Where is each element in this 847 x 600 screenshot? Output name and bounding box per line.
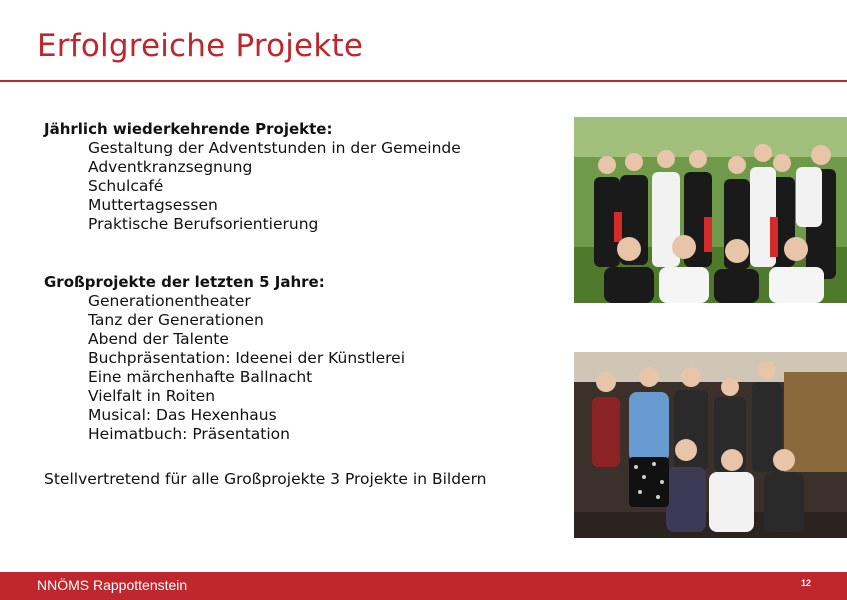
footer-bar: [0, 572, 847, 600]
list-item: Eine märchenhafte Ballnacht: [88, 368, 313, 386]
major-projects-list: [44, 292, 564, 444]
group-photo-outdoor-icon: [574, 117, 847, 303]
list-item: Musical: Das Hexenhaus: [88, 406, 277, 424]
list-item: Praktische Berufsorientierung: [88, 215, 319, 233]
list-item: Schulcafé: [88, 177, 164, 195]
group-photo-indoor: [574, 352, 847, 538]
list-item: Vielfalt in Roiten: [88, 387, 216, 405]
annual-projects-heading: Jährlich wiederkehrende Projekte:: [44, 120, 333, 138]
page-number: 12: [800, 578, 811, 588]
group-photo-indoor-icon: [574, 352, 847, 538]
list-item: Abend der Talente: [88, 330, 229, 348]
list-item: Adventkranzsegnung: [88, 158, 253, 176]
footer-organization: NNÖMS Rappottenstein: [37, 577, 188, 593]
list-item: Tanz der Generationen: [88, 311, 264, 329]
title-divider: [0, 80, 847, 82]
list-item: Heimatbuch: Präsentation: [88, 425, 290, 443]
list-item: Generationentheater: [88, 292, 251, 310]
major-projects-heading: Großprojekte der letzten 5 Jahre:: [44, 273, 325, 291]
annual-projects-list: [44, 139, 564, 234]
group-photo-outdoor: [574, 117, 847, 303]
list-item: Buchpräsentation: Ideenei der Künstlerei: [88, 349, 406, 367]
list-item: Gestaltung der Adventstunden in der Gemeinde: [88, 139, 461, 157]
summary-text: Stellvertretend für alle Großprojekte 3 Projekte in Bildern: [44, 470, 487, 488]
list-item: Muttertagsessen: [88, 196, 218, 214]
slide-title: Erfolgreiche Projekte: [37, 28, 364, 64]
slide-content: [44, 120, 564, 489]
